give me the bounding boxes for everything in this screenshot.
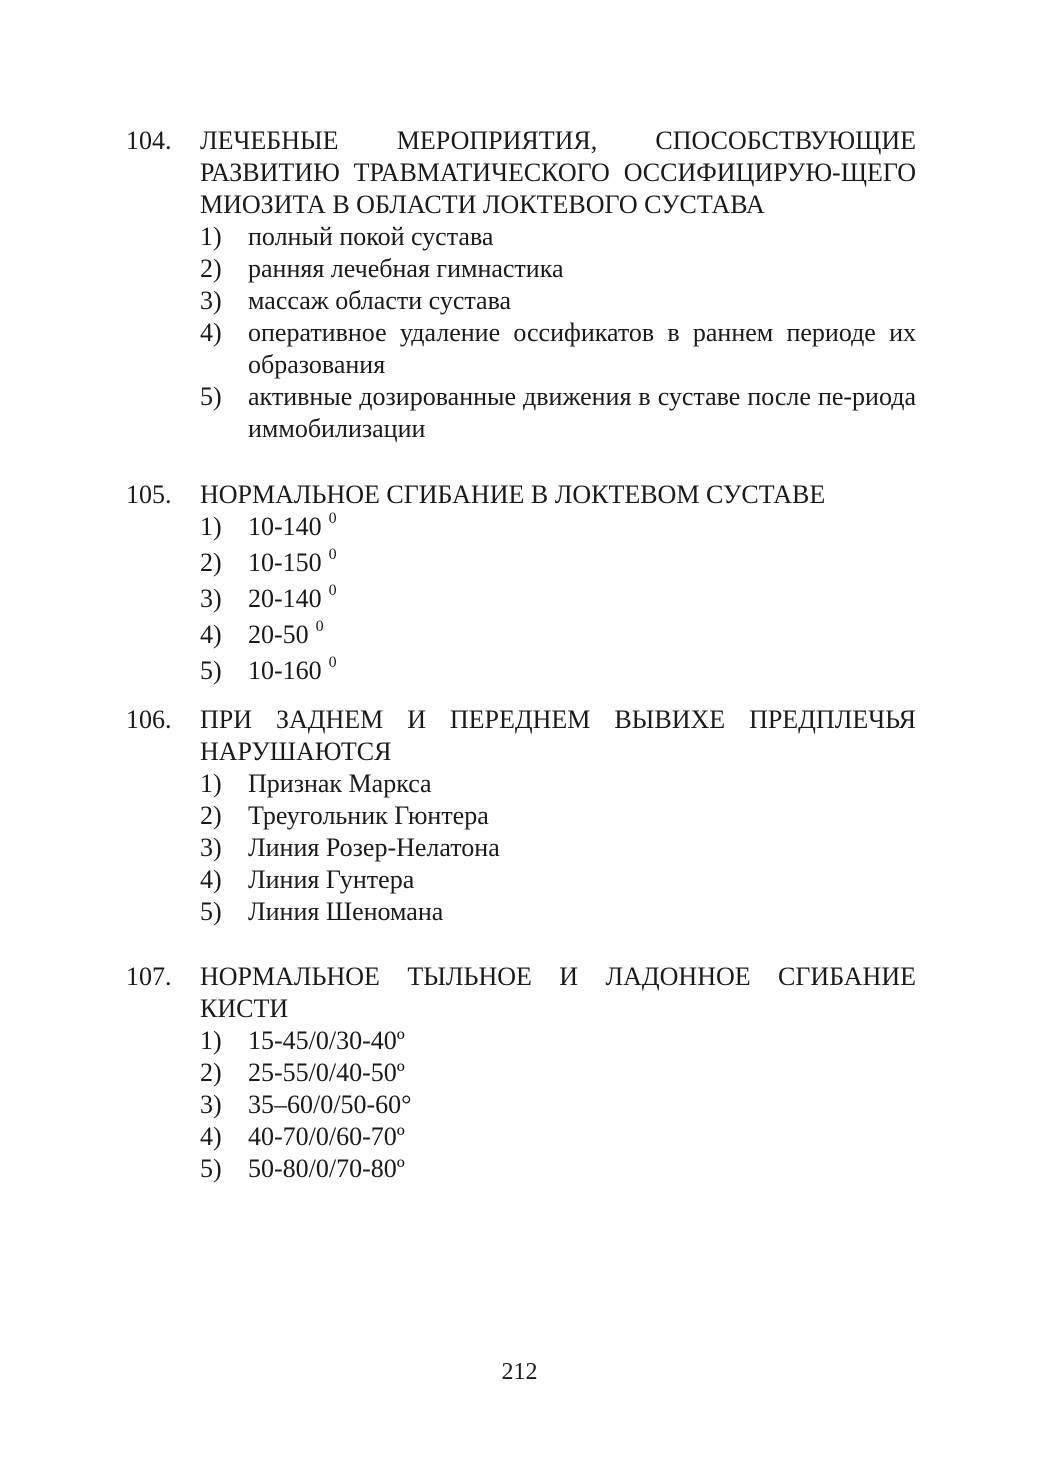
question-number: 104. — [126, 126, 172, 155]
option-text: Признак Маркса — [248, 769, 432, 798]
answer-options — [126, 768, 916, 928]
page-number: 212 — [501, 1359, 538, 1385]
question-106 — [126, 704, 916, 928]
degree-superscript: 0 — [328, 582, 337, 599]
option-text: 20-50 — [248, 620, 309, 649]
answer-option — [126, 655, 916, 691]
question-header — [126, 961, 916, 1025]
answer-option — [126, 1057, 916, 1089]
answer-option — [126, 583, 916, 619]
option-text: 25-55/0/40-50º — [248, 1058, 405, 1087]
degree-superscript: 0 — [328, 510, 337, 527]
option-text: Линия Шеномана — [248, 897, 444, 926]
option-number: 3) — [200, 1090, 222, 1119]
answer-option — [126, 1025, 916, 1057]
option-number: 4) — [200, 865, 222, 894]
degree-superscript: 0 — [328, 546, 337, 563]
option-text: Линия Гунтера — [248, 865, 415, 894]
option-number: 1) — [200, 512, 222, 541]
option-text: Треугольник Гюнтера — [248, 801, 489, 830]
degree-superscript: 0 — [328, 654, 337, 671]
question-header — [126, 125, 916, 221]
answer-option — [126, 1121, 916, 1153]
answer-option — [126, 285, 916, 317]
question-title: НОРМАЛЬНОЕ СГИБАНИЕ В ЛОКТЕВОМ СУСТАВЕ — [200, 480, 826, 509]
answer-option — [126, 1089, 916, 1121]
answer-options — [126, 511, 916, 691]
option-number: 5) — [200, 382, 222, 411]
option-text: 40-70/0/60-70º — [248, 1122, 405, 1151]
option-text: 50-80/0/70-80º — [248, 1154, 405, 1183]
option-text: полный покой сустава — [248, 222, 494, 251]
option-number: 3) — [200, 833, 222, 862]
answer-option — [126, 864, 916, 896]
option-number: 4) — [200, 620, 222, 649]
option-number: 2) — [200, 254, 222, 283]
option-text: оперативное удаление оссификатов в раннем периоде их образования — [248, 318, 916, 379]
question-number: 105. — [126, 480, 172, 509]
answer-option — [126, 221, 916, 253]
question-107 — [126, 961, 916, 1185]
option-number: 3) — [200, 286, 222, 315]
option-number: 1) — [200, 769, 222, 798]
option-number: 2) — [200, 548, 222, 577]
answer-option — [126, 832, 916, 864]
question-header — [126, 479, 916, 511]
option-text: 10-150 — [248, 548, 322, 577]
option-text: массаж области сустава — [248, 286, 512, 315]
question-title: НОРМАЛЬНОЕ ТЫЛЬНОЕ И ЛАДОННОЕ СГИБАНИЕ КИСТИ — [200, 962, 916, 1023]
option-number: 3) — [200, 584, 222, 613]
option-number: 4) — [200, 318, 222, 347]
answer-options — [126, 1025, 916, 1185]
option-number: 2) — [200, 801, 222, 830]
question-title: ЛЕЧЕБНЫЕ МЕРОПРИЯТИЯ, СПОСОБСТВУЮЩИЕ РАЗВИТИЮ ТРАВМАТИЧЕСКОГО ОССИФИЦИРУЮ-ЩЕГО МИОЗИТА В ОБЛАСТИ ЛОКТЕВОГО СУСТАВА — [200, 126, 916, 219]
option-number: 1) — [200, 222, 222, 251]
option-number: 5) — [200, 1154, 222, 1183]
option-number: 4) — [200, 1122, 222, 1151]
option-text: 10-160 — [248, 656, 322, 685]
option-text: 35–60/0/50-60° — [248, 1090, 412, 1119]
answer-option — [126, 253, 916, 285]
answer-option — [126, 800, 916, 832]
answer-option — [126, 896, 916, 928]
answer-option — [126, 511, 916, 547]
answer-option — [126, 619, 916, 655]
option-number: 5) — [200, 897, 222, 926]
answer-option — [126, 381, 916, 445]
option-text: 20-140 — [248, 584, 322, 613]
option-number: 2) — [200, 1058, 222, 1087]
answer-options — [126, 221, 916, 445]
question-title: ПРИ ЗАДНЕМ И ПЕРЕДНЕМ ВЫВИХЕ ПРЕДПЛЕЧЬЯ НАРУШАЮТСЯ — [200, 705, 916, 766]
degree-superscript: 0 — [315, 618, 324, 635]
option-number: 5) — [200, 656, 222, 685]
option-text: 10-140 — [248, 512, 322, 541]
answer-option — [126, 1153, 916, 1185]
option-number: 1) — [200, 1026, 222, 1055]
answer-option — [126, 768, 916, 800]
question-number: 107. — [126, 962, 172, 991]
question-header — [126, 704, 916, 768]
answer-option — [126, 317, 916, 381]
question-104 — [126, 125, 916, 445]
option-text: ранняя лечебная гимнастика — [248, 254, 564, 283]
question-105 — [126, 479, 916, 691]
answer-option — [126, 547, 916, 583]
option-text: Линия Розер-Нелатона — [248, 833, 500, 862]
option-text: активные дозированные движения в суставе после пе-риода иммобилизации — [248, 382, 916, 443]
question-number: 106. — [126, 705, 172, 734]
option-text: 15-45/0/30-40º — [248, 1026, 405, 1055]
